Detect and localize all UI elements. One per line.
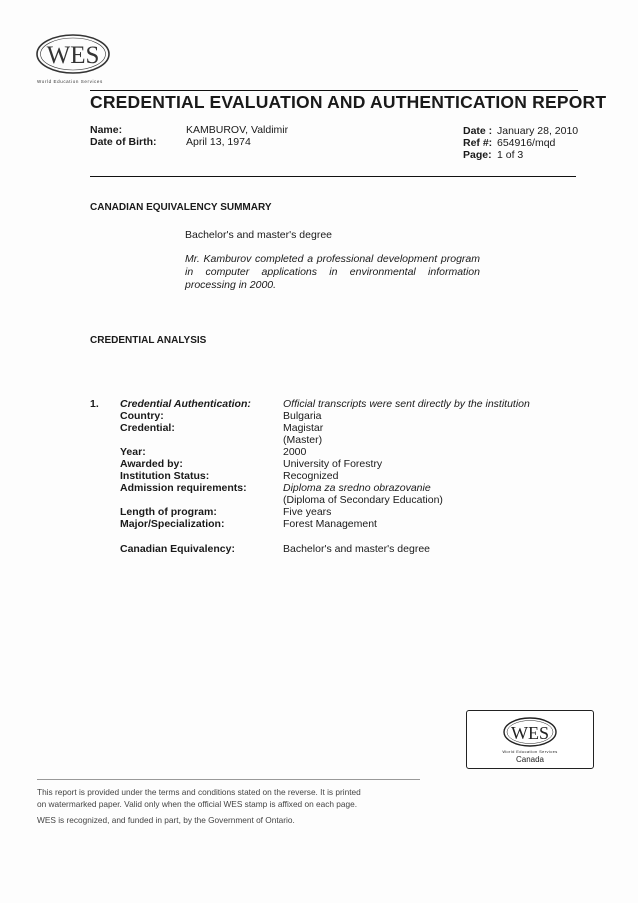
credential-label: Credential: xyxy=(120,422,175,434)
stamp-subtitle: World Education Services xyxy=(502,749,558,754)
equivalency-value: Bachelor's and master's degree xyxy=(283,543,431,555)
awarded-value: University of Forestry xyxy=(283,458,383,470)
status-label: Institution Status: xyxy=(120,470,210,482)
name-label: Name: xyxy=(90,124,123,136)
major-value: Forest Management xyxy=(283,518,377,530)
title-top-rule xyxy=(90,90,578,91)
name-value: KAMBUROV, Valdimir xyxy=(186,124,289,136)
summary-heading: CANADIAN EQUIVALENCY SUMMARY xyxy=(90,202,272,213)
summary-note xyxy=(185,253,480,292)
date-label: Date : xyxy=(463,125,493,137)
year-value: 2000 xyxy=(283,446,307,458)
date-value: January 28, 2010 xyxy=(497,125,579,137)
ref-label: Ref #: xyxy=(463,137,493,149)
footer-rule xyxy=(37,779,420,780)
awarded-label: Awarded by: xyxy=(120,458,183,470)
year-label: Year: xyxy=(120,446,146,458)
logo-text: WES xyxy=(46,42,100,69)
dob-value: April 13, 1974 xyxy=(186,136,251,148)
credential-value: Magistar xyxy=(283,422,324,434)
summary-note-line-3: processing in 2000. xyxy=(185,279,277,291)
length-value: Five years xyxy=(283,506,332,518)
admission-value: Diploma za sredno obrazovanie xyxy=(283,482,431,494)
page-value: 1 of 3 xyxy=(497,149,524,161)
ref-value: 654916/mqd xyxy=(497,137,556,149)
major-label: Major/Specialization: xyxy=(120,518,225,530)
summary-equivalency: Bachelor's and master's degree xyxy=(185,229,333,241)
footer-line-3: WES is recognized, and funded in part, by the Government of Ontario. xyxy=(37,815,295,825)
country-value: Bulgaria xyxy=(283,410,322,422)
admission-label: Admission requirements: xyxy=(120,482,247,494)
wes-logo xyxy=(34,32,112,76)
credential-value-translation: (Master) xyxy=(283,434,323,446)
stamp-country: Canada xyxy=(515,755,545,764)
summary-note-line-1: Mr. Kamburov completed a professional development program xyxy=(185,253,480,265)
admission-value-translation: (Diploma of Secondary Education) xyxy=(283,494,443,506)
stamp-logo-text: WES xyxy=(511,723,549,743)
length-label: Length of program: xyxy=(120,506,217,518)
equivalency-label: Canadian Equivalency: xyxy=(120,543,235,555)
analysis-heading: CREDENTIAL ANALYSIS xyxy=(90,335,207,346)
dob-label: Date of Birth: xyxy=(90,136,157,148)
auth-label: Credential Authentication: xyxy=(120,398,251,410)
official-stamp xyxy=(466,710,594,769)
header-bottom-rule xyxy=(90,176,576,177)
summary-note-line-2: in computer applications in environmental information xyxy=(185,266,480,278)
auth-value: Official transcripts were sent directly by the institution xyxy=(283,398,530,410)
report-title: CREDENTIAL EVALUATION AND AUTHENTICATION REPORT xyxy=(90,92,607,112)
item-number: 1. xyxy=(90,398,99,410)
country-label: Country: xyxy=(120,410,164,422)
footer-line-2: on watermarked paper. Valid only when the official WES stamp is affixed on each page. xyxy=(37,799,358,809)
stamp-logo xyxy=(501,715,559,749)
page-label: Page: xyxy=(463,149,492,161)
logo-subtitle: World Education Services xyxy=(37,79,103,84)
status-value: Recognized xyxy=(283,470,339,482)
footer-line-1: This report is provided under the terms and conditions stated on the reverse. It is printed xyxy=(37,787,361,797)
